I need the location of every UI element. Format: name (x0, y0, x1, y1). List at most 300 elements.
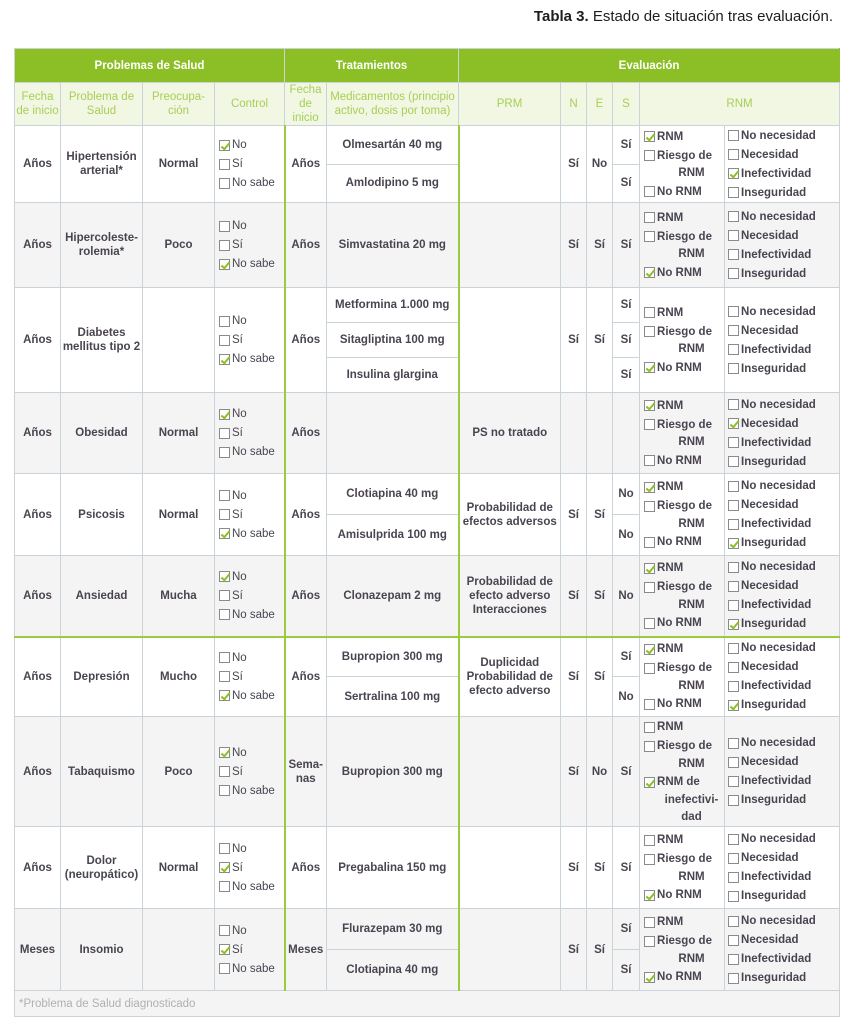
inseguridad-option[interactable] (728, 887, 839, 906)
n-value: Sí (561, 203, 587, 288)
necesidad-checkbox[interactable] (728, 662, 739, 673)
table-row (15, 393, 840, 474)
no-necesidad-checkbox[interactable] (728, 130, 739, 141)
control-group (215, 827, 285, 909)
inseguridad-option[interactable] (728, 696, 839, 715)
no-necesidad-option[interactable] (728, 830, 839, 849)
fecha-inicio: Años (15, 288, 61, 393)
riesgo-label: Riesgo de (657, 581, 712, 594)
control-si-checkbox[interactable] (219, 335, 230, 346)
necesidad-checkbox[interactable] (728, 418, 739, 429)
riesgo-rnm-option[interactable] (644, 497, 724, 516)
medicamentos-cell (327, 827, 459, 909)
necesidad-option[interactable] (728, 658, 839, 677)
no-necesidad-label: No necesidad (741, 398, 816, 411)
control-no-sabe-option[interactable] (219, 781, 284, 800)
rnm-label: RNM (657, 562, 684, 575)
medicamentos-cell (327, 126, 459, 203)
control-no-checkbox[interactable] (219, 316, 230, 327)
no-rnm-option[interactable] (644, 886, 724, 905)
fecha-inicio-tratamiento: Años (285, 556, 327, 637)
control-no-sabe-checkbox[interactable] (219, 259, 230, 270)
rnm-inef-label-3: dad (681, 810, 702, 823)
inefectividad-checkbox[interactable] (728, 776, 739, 787)
no-necesidad-checkbox[interactable] (728, 643, 739, 654)
control-no-sabe-checkbox[interactable] (219, 690, 230, 701)
control-no-checkbox[interactable] (219, 652, 230, 663)
s-cell (613, 126, 640, 203)
control-no-option[interactable] (219, 567, 284, 586)
control-si-checkbox[interactable] (219, 240, 230, 251)
necesidad-label: Necesidad (741, 661, 799, 674)
control-no-sabe-option[interactable] (219, 174, 284, 193)
inseguridad-checkbox[interactable] (728, 456, 739, 467)
inefectividad-option[interactable] (728, 515, 839, 534)
no-necesidad-checkbox[interactable] (728, 399, 739, 410)
no-necesidad-checkbox[interactable] (728, 916, 739, 927)
control-no-option[interactable] (219, 217, 284, 236)
control-no-sabe-checkbox[interactable] (219, 528, 230, 539)
inseguridad-checkbox[interactable] (728, 538, 739, 549)
fecha-inicio: Meses (15, 909, 61, 991)
medicamentos-cell (327, 717, 459, 827)
fecha-inicio-tratamiento: Meses (285, 909, 327, 991)
prm (459, 288, 561, 393)
necesidad-checkbox[interactable] (728, 149, 739, 160)
rnm-option[interactable] (644, 831, 724, 850)
necesidad-option[interactable] (728, 577, 839, 596)
fecha-inicio: Años (15, 474, 61, 556)
riesgo-rnm-option[interactable] (644, 146, 724, 165)
control-si-option[interactable] (219, 424, 284, 443)
necesidad-label: Necesidad (741, 324, 799, 337)
rnm-option[interactable] (644, 640, 724, 659)
control-no-checkbox[interactable] (219, 571, 230, 582)
inefectividad-option[interactable] (728, 245, 839, 264)
control-no-checkbox[interactable] (219, 925, 230, 936)
inefectividad-checkbox[interactable] (728, 600, 739, 611)
rnm-type-group (725, 203, 840, 288)
riesgo-label-2: RNM (678, 870, 705, 883)
inseguridad-option[interactable] (728, 359, 839, 378)
necesidad-option[interactable] (728, 753, 839, 772)
rnm-checkbox[interactable] (644, 400, 655, 411)
riesgo-rnm-option[interactable] (644, 322, 724, 341)
no-rnm-checkbox[interactable] (644, 186, 655, 197)
riesgo-rnm-option[interactable] (644, 578, 724, 597)
control-no-sabe-option[interactable] (219, 524, 284, 543)
control-si-checkbox[interactable] (219, 428, 230, 439)
control-no-sabe-checkbox[interactable] (219, 354, 230, 365)
inseguridad-checkbox[interactable] (728, 795, 739, 806)
s-cell (613, 717, 640, 827)
necesidad-checkbox[interactable] (728, 757, 739, 768)
e-value: Sí (587, 288, 613, 393)
control-no-label: No (232, 651, 247, 664)
control-no-checkbox[interactable] (219, 843, 230, 854)
table-row (15, 827, 840, 909)
no-rnm-option[interactable] (644, 358, 724, 377)
control-si-checkbox[interactable] (219, 159, 230, 170)
rnm-checkbox[interactable] (644, 212, 655, 223)
inefectividad-option[interactable] (728, 596, 839, 615)
control-no-option[interactable] (219, 648, 284, 667)
control-no-sabe-label: No sabe (232, 880, 275, 893)
inseguridad-label: Inseguridad (741, 890, 807, 902)
inseguridad-checkbox[interactable] (728, 700, 739, 711)
control-no-label: No (232, 924, 247, 937)
control-no-sabe-checkbox[interactable] (219, 609, 230, 620)
control-si-option[interactable] (219, 586, 284, 605)
control-no-sabe-option[interactable] (219, 959, 284, 978)
group-problemas: Problemas de Salud (15, 49, 285, 83)
rnm-option[interactable] (644, 478, 724, 497)
necesidad-checkbox[interactable] (728, 581, 739, 592)
inseguridad-option[interactable] (728, 969, 839, 988)
rnm-checkbox[interactable] (644, 835, 655, 846)
inefectividad-checkbox[interactable] (728, 872, 739, 883)
control-si-checkbox[interactable] (219, 862, 230, 873)
rnm-label: RNM (657, 399, 684, 412)
control-no-sabe-option[interactable] (219, 350, 284, 369)
necesidad-checkbox[interactable] (728, 853, 739, 864)
riesgo-rnm-checkbox[interactable] (644, 936, 655, 947)
preocupacion (143, 909, 215, 991)
no-necesidad-checkbox[interactable] (728, 211, 739, 222)
no-necesidad-option[interactable] (728, 477, 839, 496)
e-value: Sí (587, 637, 613, 717)
riesgo-rnm-checkbox[interactable] (644, 854, 655, 865)
no-rnm-checkbox[interactable] (644, 362, 655, 373)
no-rnm-checkbox[interactable] (644, 972, 655, 983)
control-si-checkbox[interactable] (219, 766, 230, 777)
no-rnm-option[interactable] (644, 968, 724, 987)
riesgo-label-2: RNM (678, 343, 705, 355)
inefectividad-checkbox[interactable] (728, 249, 739, 260)
no-necesidad-checkbox[interactable] (728, 306, 739, 317)
riesgo-rnm-option[interactable] (644, 932, 724, 951)
control-si-checkbox[interactable] (219, 671, 230, 682)
rnm-group (640, 203, 725, 288)
control-no-sabe-checkbox[interactable] (219, 881, 230, 892)
riesgo-rnm-checkbox[interactable] (644, 150, 655, 161)
s-cell (613, 637, 640, 717)
inseguridad-checkbox[interactable] (728, 187, 739, 198)
rnm-checkbox[interactable] (644, 563, 655, 574)
rnm-inefectividad-option[interactable] (644, 773, 724, 792)
no-necesidad-checkbox[interactable] (728, 481, 739, 492)
preocupacion: Mucho (143, 637, 215, 717)
rnm-checkbox[interactable] (644, 722, 655, 733)
preocupacion (143, 288, 215, 393)
inefectividad-option[interactable] (728, 677, 839, 696)
control-si-option[interactable] (219, 667, 284, 686)
control-no-sabe-checkbox[interactable] (219, 963, 230, 974)
control-group (215, 126, 285, 203)
no-necesidad-label: No necesidad (741, 737, 816, 749)
no-rnm-option[interactable] (644, 533, 724, 552)
control-no-label: No (232, 842, 247, 855)
fecha-inicio: Años (15, 556, 61, 637)
no-necesidad-option[interactable] (728, 558, 839, 577)
control-group (215, 637, 285, 717)
control-si-option[interactable] (219, 331, 284, 350)
e-value: Sí (587, 474, 613, 556)
necesidad-checkbox[interactable] (728, 935, 739, 946)
no-rnm-option[interactable] (644, 451, 724, 470)
problema-salud: Insomio (61, 909, 143, 991)
no-necesidad-checkbox[interactable] (728, 834, 739, 845)
control-si-option[interactable] (219, 236, 284, 255)
prm: Probabilidad de efecto adverso Interacciones (459, 556, 561, 637)
inefectividad-checkbox[interactable] (728, 344, 739, 355)
rnm-label: RNM (657, 643, 684, 656)
inefectividad-option[interactable] (728, 433, 839, 452)
necesidad-checkbox[interactable] (728, 500, 739, 511)
fecha-inicio-tratamiento: Años (285, 637, 327, 717)
riesgo-label: Riesgo de (657, 149, 712, 162)
no-rnm-label: No RNM (657, 971, 702, 983)
control-no-sabe-checkbox[interactable] (219, 447, 230, 458)
no-rnm-option[interactable] (644, 614, 724, 633)
necesidad-option[interactable] (728, 226, 839, 245)
preocupacion: Normal (143, 827, 215, 909)
control-no-sabe-checkbox[interactable] (219, 785, 230, 796)
riesgo-label: Riesgo de (657, 500, 712, 512)
fecha-inicio-tratamiento: Años (285, 474, 327, 556)
no-rnm-option[interactable] (644, 182, 724, 201)
inefectividad-checkbox[interactable] (728, 168, 739, 179)
no-rnm-checkbox[interactable] (644, 267, 655, 278)
inseguridad-option[interactable] (728, 791, 839, 810)
riesgo-rnm-option[interactable] (644, 659, 724, 678)
control-group (215, 909, 285, 991)
no-rnm-label: No RNM (657, 266, 702, 279)
inseguridad-label: Inseguridad (741, 699, 807, 712)
control-no-option[interactable] (219, 743, 284, 762)
control-no-option[interactable] (219, 312, 284, 331)
rnm-inef-label-2: inefectivi- (664, 793, 719, 806)
control-si-option[interactable] (219, 155, 284, 174)
no-necesidad-checkbox[interactable] (728, 562, 739, 573)
riesgo-rnm-checkbox[interactable] (644, 501, 655, 512)
inseguridad-option[interactable] (728, 534, 839, 553)
inseguridad-checkbox[interactable] (728, 619, 739, 630)
no-rnm-option[interactable] (644, 263, 724, 282)
riesgo-rnm-checkbox[interactable] (644, 741, 655, 752)
control-no-checkbox[interactable] (219, 747, 230, 758)
inefectividad-option[interactable] (728, 340, 839, 359)
no-rnm-checkbox[interactable] (644, 890, 655, 901)
preocupacion: Mucha (143, 556, 215, 637)
control-si-checkbox[interactable] (219, 509, 230, 520)
riesgo-rnm-checkbox[interactable] (644, 582, 655, 593)
no-necesidad-option[interactable] (728, 912, 839, 931)
medicamentos-cell (327, 203, 459, 288)
no-necesidad-option[interactable] (728, 302, 839, 321)
control-no-option[interactable] (219, 839, 284, 858)
control-no-sabe-label: No sabe (232, 608, 275, 621)
no-necesidad-label: No necesidad (741, 833, 816, 845)
control-no-option[interactable] (219, 136, 284, 155)
control-no-sabe-option[interactable] (219, 443, 284, 462)
group-evaluacion: Evaluación (459, 49, 840, 83)
col-control: Control (215, 83, 285, 126)
inefectividad-option[interactable] (728, 950, 839, 969)
table-caption (534, 8, 833, 25)
riesgo-rnm-option[interactable] (644, 227, 724, 246)
inefectividad-option[interactable] (728, 772, 839, 791)
control-no-sabe-option[interactable] (219, 605, 284, 624)
control-no-sabe-option[interactable] (219, 877, 284, 896)
no-rnm-checkbox[interactable] (644, 455, 655, 466)
rnm-option[interactable] (644, 303, 724, 322)
control-si-option[interactable] (219, 505, 284, 524)
control-no-label: No (232, 315, 247, 327)
inseguridad-label: Inseguridad (741, 267, 807, 280)
inefectividad-option[interactable] (728, 868, 839, 887)
control-no-checkbox[interactable] (219, 140, 230, 151)
col-medicamentos: Medicamentos (principio activo, dosis por toma) (327, 83, 459, 126)
control-si-checkbox[interactable] (219, 590, 230, 601)
prm (459, 203, 561, 288)
prm (459, 909, 561, 991)
control-no-sabe-option[interactable] (219, 686, 284, 705)
rnm-checkbox[interactable] (644, 131, 655, 142)
control-si-checkbox[interactable] (219, 944, 230, 955)
inseguridad-option[interactable] (728, 615, 839, 634)
medication: Bupropion 300 mg (341, 765, 443, 778)
control-no-option[interactable] (219, 405, 284, 424)
control-si-option[interactable] (219, 940, 284, 959)
riesgo-rnm-checkbox[interactable] (644, 231, 655, 242)
inefectividad-checkbox[interactable] (728, 954, 739, 965)
inseguridad-checkbox[interactable] (728, 973, 739, 984)
riesgo-rnm-checkbox[interactable] (644, 419, 655, 430)
rnm-label: RNM (657, 211, 684, 224)
no-necesidad-option[interactable] (728, 207, 839, 226)
no-rnm-option[interactable] (644, 695, 724, 714)
inseguridad-label: Inseguridad (741, 794, 807, 806)
inefectividad-checkbox[interactable] (728, 437, 739, 448)
no-necesidad-checkbox[interactable] (728, 738, 739, 749)
riesgo-rnm-checkbox[interactable] (644, 326, 655, 337)
inefectividad-option[interactable] (728, 164, 839, 183)
fecha-inicio: Años (15, 637, 61, 717)
no-necesidad-option[interactable] (728, 395, 839, 414)
control-no-sabe-label: No sabe (232, 258, 275, 270)
control-group (215, 556, 285, 637)
rnm-option[interactable] (644, 718, 724, 737)
prm: Probabilidad de efectos adversos (459, 474, 561, 556)
control-no-checkbox[interactable] (219, 409, 230, 420)
riesgo-rnm-option[interactable] (644, 737, 724, 756)
no-necesidad-label: No necesidad (741, 915, 816, 927)
inseguridad-option[interactable] (728, 264, 839, 283)
inseguridad-checkbox[interactable] (728, 268, 739, 279)
rnm-checkbox[interactable] (644, 482, 655, 493)
no-rnm-checkbox[interactable] (644, 618, 655, 629)
no-rnm-label: No RNM (657, 454, 702, 467)
inseguridad-checkbox[interactable] (728, 363, 739, 374)
rnm-option[interactable] (644, 559, 724, 578)
rnm-label: RNM (657, 130, 684, 143)
no-necesidad-option[interactable] (728, 126, 839, 145)
rnm-option[interactable] (644, 127, 724, 146)
rnm-option[interactable] (644, 913, 724, 932)
e-value: No (587, 717, 613, 827)
necesidad-option[interactable] (728, 496, 839, 515)
no-rnm-checkbox[interactable] (644, 537, 655, 548)
control-si-label: Sí (232, 239, 243, 251)
necesidad-checkbox[interactable] (728, 230, 739, 241)
rnm-type-group (725, 474, 840, 556)
control-no-sabe-label: No sabe (232, 446, 275, 458)
inefectividad-checkbox[interactable] (728, 681, 739, 692)
necesidad-option[interactable] (728, 931, 839, 950)
control-no-checkbox[interactable] (219, 221, 230, 232)
preocupacion: Normal (143, 393, 215, 474)
control-no-sabe-checkbox[interactable] (219, 178, 230, 189)
rnm-option[interactable] (644, 208, 724, 227)
riesgo-rnm-option[interactable] (644, 415, 724, 434)
inefectividad-label: Inefectividad (741, 871, 812, 883)
control-si-option[interactable] (219, 762, 284, 781)
control-no-sabe-label: No sabe (232, 962, 275, 975)
rnm-checkbox[interactable] (644, 644, 655, 655)
fecha-inicio: Años (15, 393, 61, 474)
rnm-inefectividad-checkbox[interactable] (644, 777, 655, 788)
necesidad-option[interactable] (728, 145, 839, 164)
s-cell (613, 474, 640, 556)
col-fecha: Fecha de inicio (15, 83, 61, 126)
rnm-option[interactable] (644, 396, 724, 415)
e-value: No (587, 126, 613, 203)
no-necesidad-option[interactable] (728, 734, 839, 753)
control-si-label: Sí (232, 508, 243, 521)
rnm-label: RNM (657, 481, 684, 493)
rnm-checkbox[interactable] (644, 307, 655, 318)
control-si-option[interactable] (219, 858, 284, 877)
necesidad-option[interactable] (728, 849, 839, 868)
control-no-option[interactable] (219, 921, 284, 940)
rnm-type-group (725, 717, 840, 827)
necesidad-label: Necesidad (741, 852, 799, 864)
necesidad-checkbox[interactable] (728, 325, 739, 336)
medicamentos-cell (327, 556, 459, 637)
control-si-label: Sí (232, 158, 243, 170)
e-value: Sí (587, 203, 613, 288)
inseguridad-checkbox[interactable] (728, 891, 739, 902)
inseguridad-label: Inseguridad (741, 537, 807, 549)
riesgo-rnm-checkbox[interactable] (644, 663, 655, 674)
riesgo-rnm-option[interactable] (644, 850, 724, 869)
control-no-sabe-option[interactable] (219, 255, 284, 274)
s-cell (613, 909, 640, 991)
inseguridad-option[interactable] (728, 452, 839, 471)
necesidad-option[interactable] (728, 321, 839, 340)
riesgo-label: Riesgo de (657, 935, 712, 947)
rnm-checkbox[interactable] (644, 917, 655, 928)
no-necesidad-option[interactable] (728, 639, 839, 658)
inseguridad-option[interactable] (728, 183, 839, 202)
no-rnm-checkbox[interactable] (644, 699, 655, 710)
control-no-option[interactable] (219, 486, 284, 505)
necesidad-option[interactable] (728, 414, 839, 433)
table-row (15, 637, 840, 717)
inefectividad-checkbox[interactable] (728, 519, 739, 530)
control-no-checkbox[interactable] (219, 490, 230, 501)
